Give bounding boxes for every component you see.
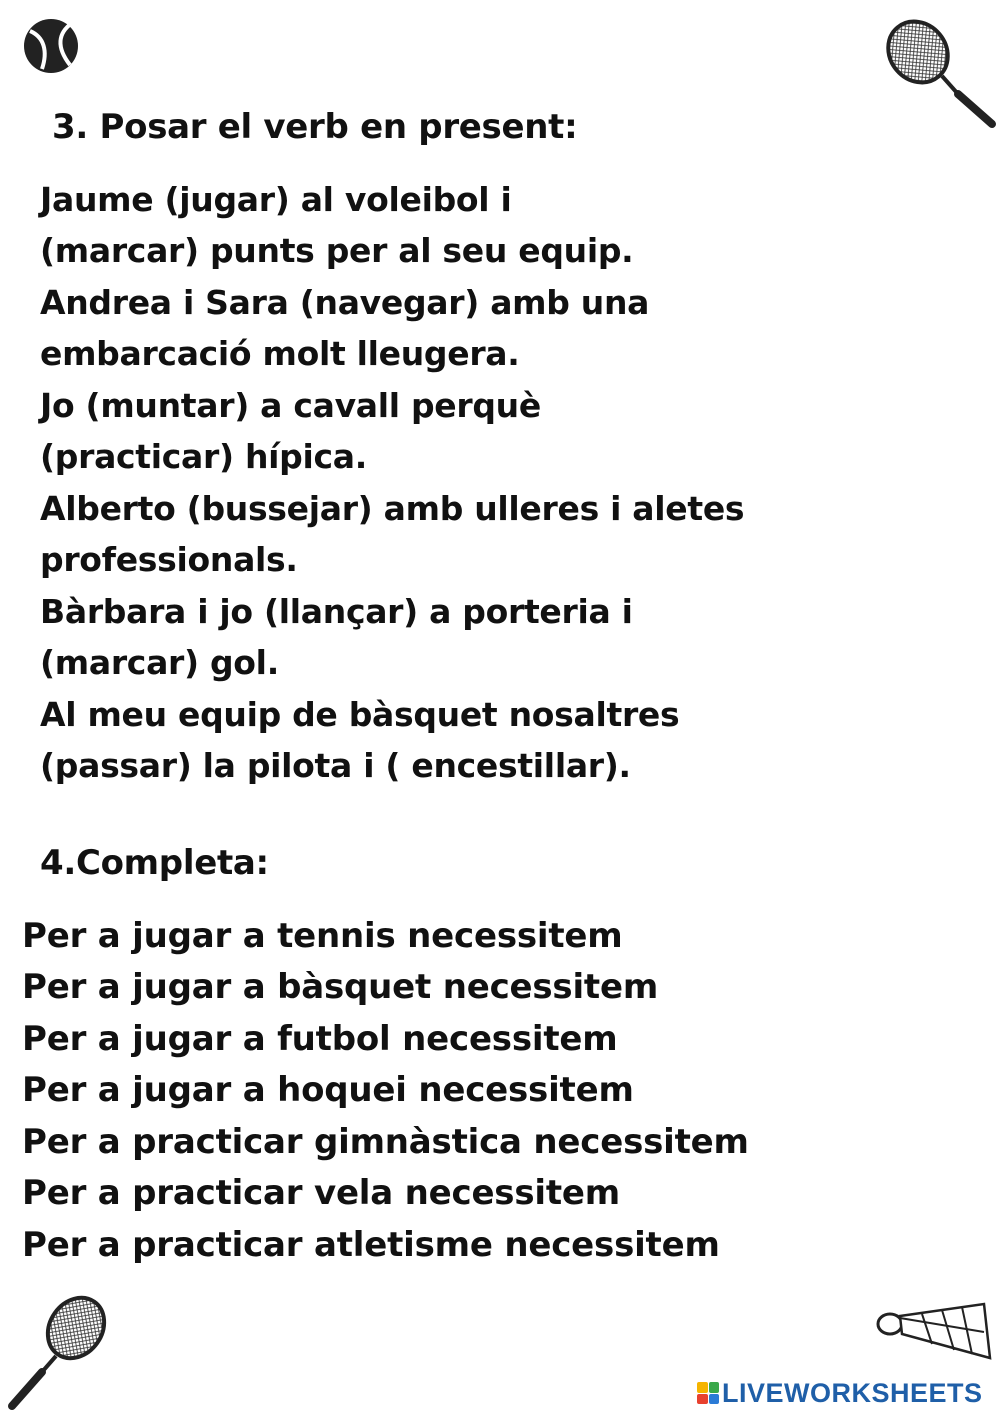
exercise-3-line: Alberto (bussejar) amb ulleres i aletes <box>40 489 745 528</box>
answer-field[interactable] <box>732 1228 994 1264</box>
tennis-racket-icon <box>880 14 998 130</box>
answer-field[interactable] <box>265 595 459 631</box>
exercise-3-line: (marcar) gol. <box>40 643 279 682</box>
tennis-racket-icon <box>4 1290 116 1410</box>
exercise-3-line: professionals. <box>40 540 298 579</box>
shuttlecock-icon <box>872 1298 994 1378</box>
answer-field[interactable] <box>80 389 274 425</box>
exercise-3-line: (marcar) punts per al seu equip. <box>40 231 634 270</box>
exercise-3-line: (passar) la pilota i ( encestillar). <box>40 746 631 785</box>
answer-field[interactable] <box>190 492 412 528</box>
answer-field[interactable] <box>640 1073 994 1109</box>
exercise-3-heading: 3. Posar el verb en present: <box>52 107 578 147</box>
exercise-4-line: Per a jugar a hoquei necessitem <box>22 1070 634 1110</box>
answer-field[interactable] <box>720 183 994 219</box>
answer-field[interactable] <box>752 389 996 425</box>
answer-field[interactable] <box>385 749 579 785</box>
answer-field[interactable] <box>625 1022 994 1058</box>
exercise-3-line: Bàrbara i jo (llançar) a porteria i <box>40 592 633 631</box>
answer-field[interactable] <box>760 1125 994 1161</box>
answer-field[interactable] <box>662 970 994 1006</box>
answer-field[interactable] <box>300 286 532 322</box>
exercise-4-line: Per a jugar a bàsquet necessitem <box>22 967 659 1007</box>
logo-badge-square <box>709 1382 720 1393</box>
answer-field[interactable] <box>640 1176 994 1212</box>
exercise-4-line: Per a jugar a futbol necessitem <box>22 1019 618 1059</box>
exercise-3-line: Al meu equip de bàsquet nosaltres <box>40 695 680 734</box>
answer-field[interactable] <box>705 698 994 734</box>
exercise-4-line: Per a practicar vela necessitem <box>22 1173 620 1213</box>
exercise-4-line: Per a practicar gimnàstica necessitem <box>22 1122 749 1162</box>
exercise-4-heading: 4.Completa: <box>40 843 269 883</box>
liveworksheets-logo <box>697 1378 983 1408</box>
exercise-3-line: (practicar) hípica. <box>40 437 367 476</box>
logo-badge-square <box>697 1382 708 1393</box>
logo-badge-square <box>709 1394 720 1405</box>
exercise-3-line: embarcació molt lleugera. <box>40 334 520 373</box>
tennis-ball-icon <box>22 17 80 75</box>
logo-badge-square <box>697 1394 708 1405</box>
exercise-3-line: Andrea i Sara (navegar) amb una <box>40 283 650 322</box>
answer-field[interactable] <box>165 183 359 219</box>
exercise-3-line: Jo (muntar) a cavall perquè <box>40 386 541 425</box>
exercise-3-line: Jaume (jugar) al voleibol i <box>40 180 512 219</box>
answer-field[interactable] <box>630 919 994 955</box>
logo-badge-icon <box>697 1382 719 1404</box>
answer-field[interactable] <box>846 595 994 631</box>
logo-text: LIVEWORKSHEETS <box>722 1377 983 1408</box>
exercise-4-line: Per a practicar atletisme necessitem <box>22 1225 720 1265</box>
exercise-4-line: Per a jugar a tennis necessitem <box>22 916 623 956</box>
